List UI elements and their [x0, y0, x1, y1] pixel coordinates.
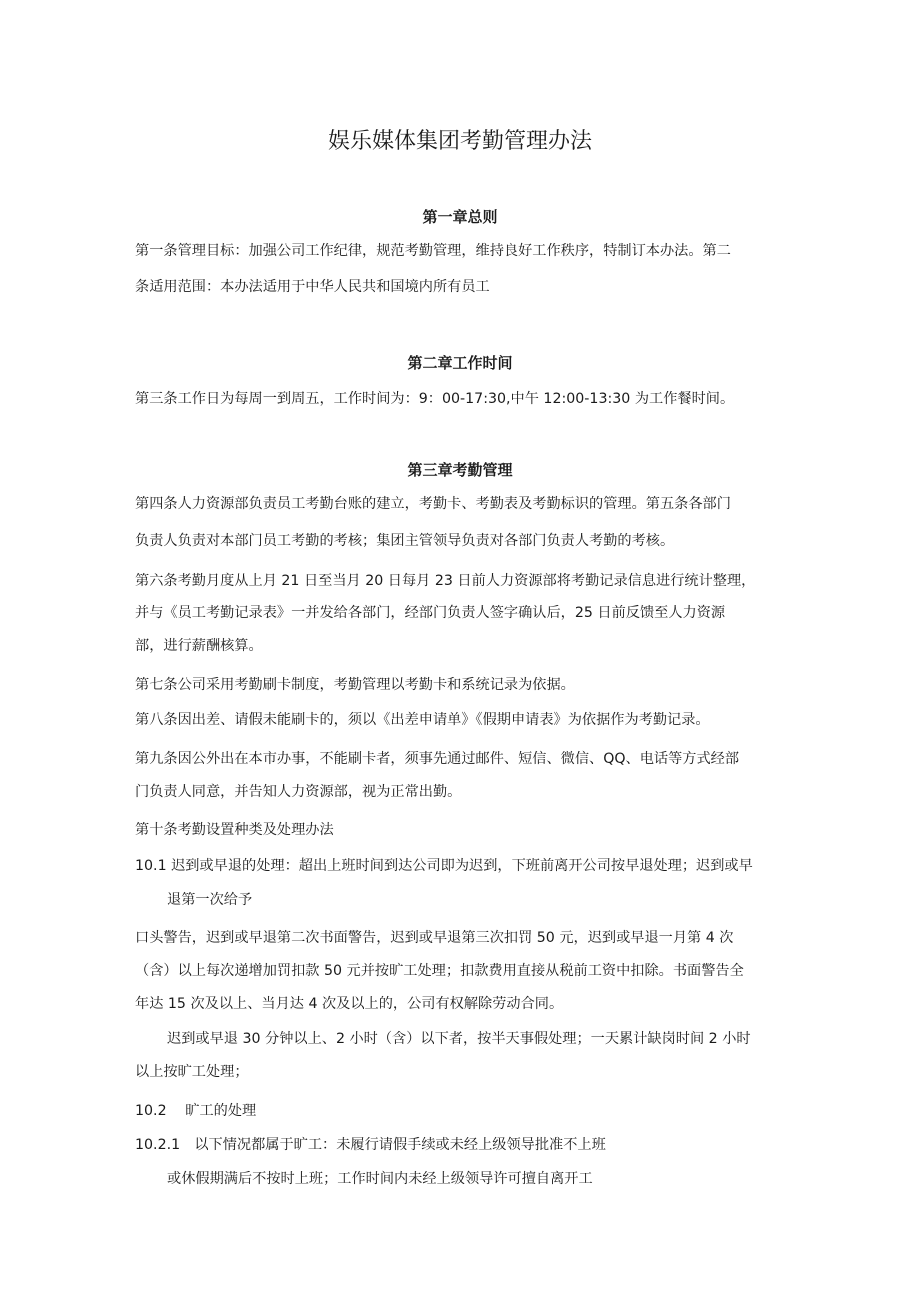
paragraph-line: 条适用范围：本办法适用于中华人民共和国境内所有员工	[135, 279, 490, 295]
paragraph-line: 第十条考勤设置种类及处理办法	[135, 822, 334, 838]
paragraph-line: 10.2.1 以下情况都属于旷工：未履行请假手续或未经上级领导批准不上班	[135, 1137, 606, 1153]
paragraph-line: 第七条公司采用考勤刷卡制度，考勤管理以考勤卡和系统记录为依据。	[135, 677, 575, 693]
paragraph-line: 部，进行薪酬核算。	[135, 638, 263, 654]
paragraph-line: 第八条因出差、请假未能刷卡的，须以《出差申请单》《假期申请表》为依据作为考勤记录。	[135, 712, 710, 728]
paragraph-line: 第九条因公外出在本市办事，不能刷卡者，须事先通过邮件、短信、微信、QQ、电话等方式经部	[135, 751, 740, 767]
paragraph-line: 年达 15 次及以上、当月达 4 次及以上的，公司有权解除劳动合同。	[135, 996, 564, 1012]
chapter-heading: 第一章总则	[422, 208, 498, 226]
chapter-heading: 第二章工作时间	[407, 354, 513, 372]
paragraph-line: 第一条管理目标：加强公司工作纪律，规范考勤管理，维持良好工作秩序，特制订本办法。第二	[135, 243, 731, 259]
paragraph-line: 第三条工作日为每周一到周五，工作时间为：9：00-17:30,中午 12:00-13:30 为工作餐时间。	[135, 391, 735, 407]
paragraph-line: （含）以上每次递增加罚扣款 50 元并按旷工处理；扣款费用直接从税前工资中扣除。书面警告全	[135, 963, 744, 979]
paragraph-line: 以上按旷工处理；	[135, 1064, 249, 1080]
document-title: 娱乐媒体集团考勤管理办法	[327, 129, 592, 154]
paragraph-line: 10.1 迟到或早退的处理：超出上班时间到达公司即为迟到，下班前离开公司按早退处理；迟到或早	[135, 858, 753, 874]
paragraph-line: 负责人负责对本部门员工考勤的考核；集团主管领导负责对各部门负责人考勤的考核。	[135, 533, 675, 549]
chapter-heading: 第三章考勤管理	[407, 461, 513, 479]
paragraph-line: 第四条人力资源部负责员工考勤台账的建立，考勤卡、考勤表及考勤标识的管理。第五条各部门	[135, 496, 731, 512]
paragraph-line: 或休假期满后不按时上班；工作时间内未经上级领导许可擅自离开工	[167, 1171, 593, 1187]
paragraph-line: 第六条考勤月度从上月 21 日至当月 20 日每月 23 日前人力资源部将考勤记录信息进行统计整理，	[135, 573, 756, 589]
paragraph-line: 口头警告，迟到或早退第二次书面警告，迟到或早退第三次扣罚 50 元，迟到或早退一月第 4 次	[135, 930, 734, 946]
paragraph-line: 并与《员工考勤记录表》一并发给各部门，经部门负责人签字确认后，25 日前反馈至人力资源	[135, 605, 726, 621]
paragraph-line: 门负责人同意，并告知人力资源部，视为正常出勤。	[135, 784, 462, 800]
paragraph-line: 退第一次给予	[167, 892, 253, 908]
paragraph-line: 10.2 旷工的处理	[135, 1103, 257, 1119]
paragraph-line: 迟到或早退 30 分钟以上、2 小时（含）以下者，按半天事假处理；一天累计缺岗时间 2 小时	[167, 1031, 751, 1047]
